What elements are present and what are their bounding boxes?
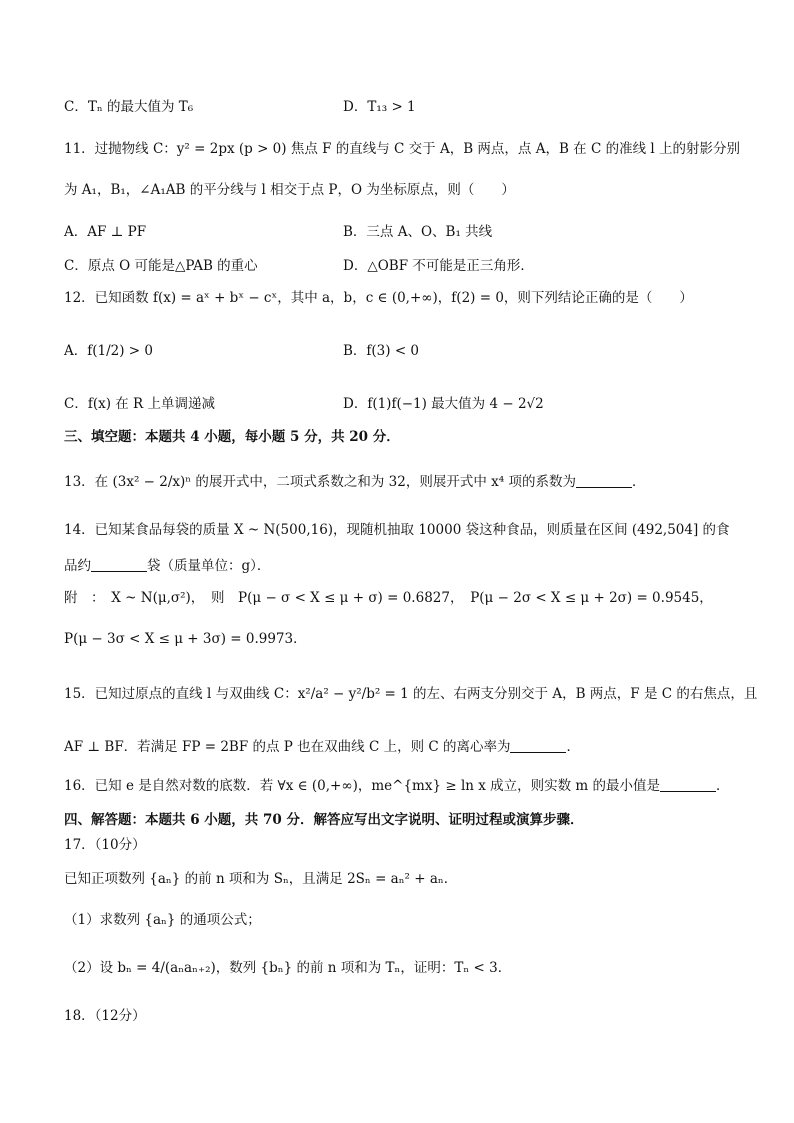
- q17-heading: 17．（10分）: [64, 837, 146, 853]
- q10-option-c: C．Tₙ 的最大值为 T₆: [64, 99, 194, 115]
- section-3-heading: 三、填空题：本题共 4 小题，每小题 5 分，共 20 分．: [64, 429, 400, 445]
- q14-line2-post: 袋（质量单位：g）．: [147, 558, 271, 574]
- q16-text: 16．已知 e 是自然对数的底数．若 ∀x ∈ (0,+∞)，me^{mx} ≥ ln x 成立，则实数 m 的最小值是: [64, 778, 661, 794]
- q11-option-c: C．原点 O 可能是△PAB 的重心: [64, 258, 258, 274]
- q11-stem-line1: 11．过抛物线 C：y² = 2px (p > 0) 焦点 F 的直线与 C 交于 A，B 两点，点 A，B 在 C 的准线 l 上的射影分别: [64, 141, 740, 157]
- q12-option-d: D．f(1)f(−1) 最大值为 4 − 2√2: [343, 396, 544, 412]
- q12-stem: 12．已知函数 f(x) = aˣ + bˣ − cˣ，其中 a，b，c ∈ (0,+∞)，f(2) = 0，则下列结论正确的是（ ）: [64, 290, 693, 306]
- q14-line2: [64, 556, 270, 576]
- q12-option-c: C．f(x) 在 R 上单调递减: [64, 396, 216, 412]
- q13-answer-blank[interactable]: [576, 473, 632, 488]
- q13-line: [64, 472, 645, 492]
- q18-heading: 18．（12分）: [64, 1008, 146, 1024]
- q11-option-b: B．三点 A、O、B₁ 共线: [343, 224, 493, 240]
- q17-part2: （2）设 bₙ = 4/(aₙaₙ₊₂)，数列 {bₙ} 的前 n 项和为 Tₙ，证明：Tₙ < 3．: [64, 960, 512, 976]
- section-4-heading: 四、解答题：本题共 6 小题，共 70 分．解答应写出文字说明、证明过程或演算步骤．: [64, 812, 584, 828]
- q15-line2: [64, 737, 580, 757]
- q17-stem: 已知正项数列 {aₙ} 的前 n 项和为 Sₙ，且满足 2Sₙ = aₙ² + aₙ．: [64, 871, 458, 887]
- q17-part1: （1）求数列 {aₙ} 的通项公式；: [64, 912, 261, 928]
- q14-answer-blank[interactable]: [91, 557, 147, 572]
- q14-line2-pre: 品约: [64, 558, 91, 574]
- q15-line2-post: ．: [566, 739, 580, 755]
- q11-option-d: D．△OBF 不可能是正三角形．: [343, 258, 534, 274]
- q14-appendix-line2: P(μ − 3σ < X ≤ μ + 3σ) = 0.9973．: [64, 631, 307, 647]
- q16-answer-blank[interactable]: [660, 777, 716, 792]
- q14-line1: 14．已知某食品每袋的质量 X ~ N(500,16)，现随机抽取 10000 袋这种食品，则质量在区间 (492,504] 的食: [64, 522, 730, 538]
- q11-option-a: A．AF ⊥ PF: [64, 224, 147, 240]
- q14-appendix-line: 附 ： X ~ N(μ,σ²)， 则 P(μ − σ < X ≤ μ + σ) = 0.6827， P(μ − 2σ < X ≤ μ + 2σ) = 0.9545，: [64, 590, 713, 606]
- q16-line: [64, 776, 730, 796]
- q13-text: 13．在 (3x² − 2/x)ⁿ 的展开式中，二项式系数之和为 32，则展开式中 x⁴ 项的系数为: [64, 474, 576, 490]
- q12-option-a: A．f(1/2) > 0: [64, 343, 153, 359]
- q15-line2-pre: AF ⊥ BF．若满足 FP = 2BF 的点 P 也在双曲线 C 上，则 C 的离心率为: [64, 739, 511, 755]
- q10-option-d: D．T₁₃ > 1: [343, 99, 416, 115]
- q12-option-b: B．f(3) < 0: [343, 343, 420, 359]
- q15-answer-blank[interactable]: [510, 738, 566, 753]
- q15-line1: 15．已知过原点的直线 l 与双曲线 C：x²/a² − y²/b² = 1 的左、右两支分别交于 A，B 两点，F 是 C 的右焦点，且: [64, 686, 758, 702]
- q16-end: ．: [716, 778, 730, 794]
- q11-stem-line2: 为 A₁，B₁，∠A₁AB 的平分线与 l 相交于点 P，O 为坐标原点，则（ ）: [64, 182, 515, 198]
- q13-end: ．: [631, 474, 646, 490]
